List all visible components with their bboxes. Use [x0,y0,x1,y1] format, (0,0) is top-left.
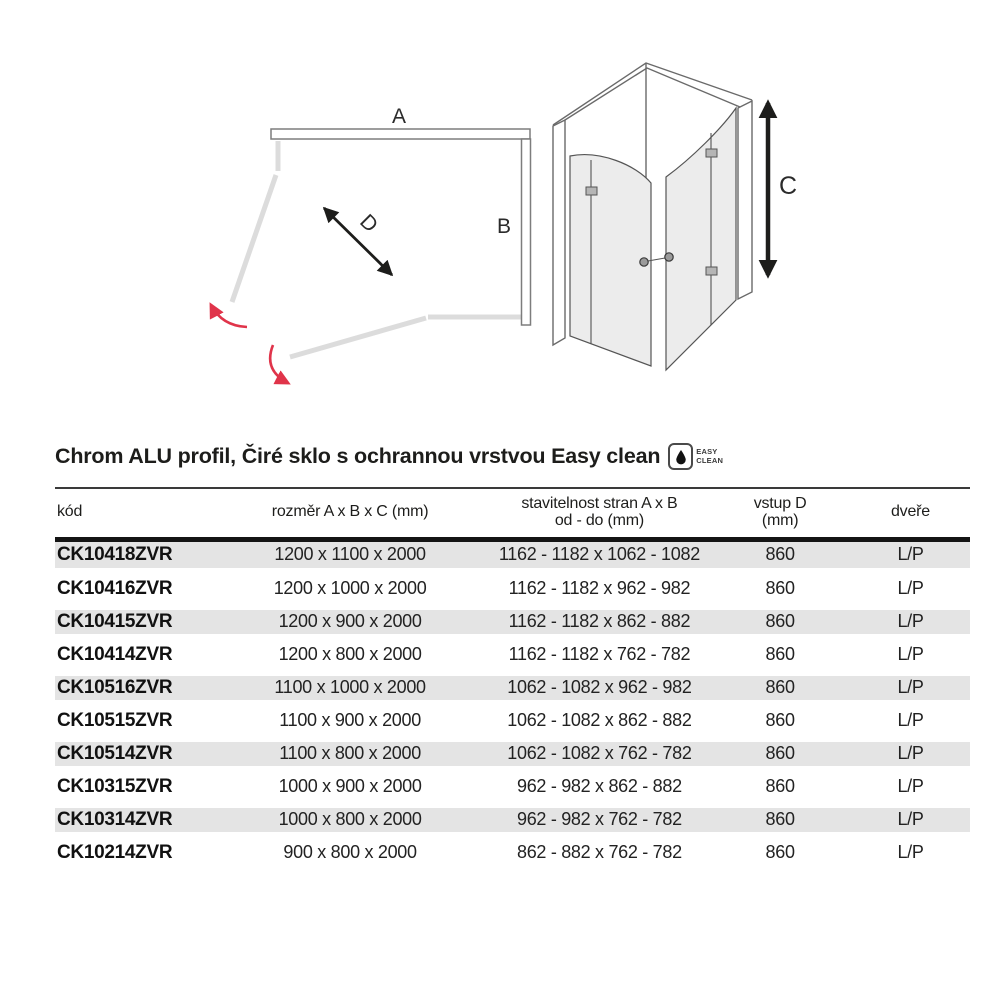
dimension-cell: 1200 x 900 x 2000 [211,605,490,638]
water-droplet-icon [668,443,693,470]
dimension-cell: 1200 x 1100 x 2000 [211,539,490,572]
dimension-cell: 1200 x 1000 x 2000 [211,572,490,605]
entry-width-cell: 860 [709,737,851,770]
table-row [55,704,970,737]
column-header-doors: dveře [851,488,970,539]
door-knob-right [665,253,673,261]
entry-width-cell: 860 [709,803,851,836]
adjustability-cell: 1062 - 1082 x 762 - 782 [490,737,710,770]
product-code-cell: CK10214ZVR [55,836,211,869]
hinge-right-door-bottom [706,267,717,275]
dimension-label-a: A [392,105,407,128]
door-knob-left [640,258,648,266]
dimension-label-d: D [355,209,383,237]
adjustability-cell: 1062 - 1082 x 962 - 982 [490,671,710,704]
entry-width-cell: 860 [709,671,851,704]
dimension-cell: 1000 x 900 x 2000 [211,770,490,803]
spec-table-body [55,539,970,869]
table-row [55,836,970,869]
table-row [55,770,970,803]
table-row [55,671,970,704]
dimension-label-b: B [497,215,512,238]
door-type-cell: L/P [851,638,970,671]
side-wall-left [553,120,565,345]
adjustability-cell: 1162 - 1182 x 762 - 782 [490,638,710,671]
column-header-entry: vstup D (mm) [709,488,851,539]
column-header-code: kód [55,488,211,539]
door-swing-arrow-bottom [270,345,288,383]
table-row [55,803,970,836]
spec-table [55,487,970,874]
hinge-right-door-top [706,149,717,157]
entry-width-cell: 860 [709,605,851,638]
door-type-cell: L/P [851,803,970,836]
plan-wall-b [522,139,531,325]
hinge-left-door [586,187,597,195]
product-code-cell: CK10514ZVR [55,737,211,770]
product-code-cell: CK10515ZVR [55,704,211,737]
glass-door-right [666,108,736,370]
adjustability-cell: 962 - 982 x 862 - 882 [490,770,710,803]
entry-width-cell: 860 [709,572,851,605]
product-code-cell: CK10416ZVR [55,572,211,605]
section-title: Chrom ALU profil, Čiré sklo s ochrannou vrstvou Easy clean [55,444,661,468]
entry-width-cell: 860 [709,539,851,572]
column-header-adjustability: stavitelnost stran A x B od - do (mm) [490,488,710,539]
table-row [55,737,970,770]
plan-open-door-bottom [290,318,426,357]
side-wall-right [738,101,752,299]
table-row [55,605,970,638]
dimension-cell: 900 x 800 x 2000 [211,836,490,869]
perspective-view [553,63,797,370]
dimension-cell: 1000 x 800 x 2000 [211,803,490,836]
door-type-cell: L/P [851,671,970,704]
table-row [55,572,970,605]
entry-width-cell: 860 [709,638,851,671]
product-code-cell: CK10315ZVR [55,770,211,803]
dimension-label-c: C [779,172,798,200]
easy-clean-badge [668,443,723,470]
section-header [55,443,970,470]
entry-width-cell: 860 [709,836,851,869]
door-type-cell: L/P [851,704,970,737]
dimension-cell: 1100 x 900 x 2000 [211,704,490,737]
product-code-cell: CK10414ZVR [55,638,211,671]
plan-open-door-left [232,175,276,302]
table-header-row [55,488,970,539]
glass-door-left [570,155,651,366]
door-type-cell: L/P [851,770,970,803]
door-type-cell: L/P [851,572,970,605]
door-type-cell: L/P [851,539,970,572]
product-code-cell: CK10314ZVR [55,803,211,836]
entry-width-cell: 860 [709,704,851,737]
adjustability-cell: 1162 - 1182 x 1062 - 1082 [490,539,710,572]
adjustability-cell: 862 - 882 x 762 - 782 [490,836,710,869]
adjustability-cell: 962 - 982 x 762 - 782 [490,803,710,836]
product-code-cell: CK10516ZVR [55,671,211,704]
door-swing-arrow-left [211,305,247,327]
door-type-cell: L/P [851,605,970,638]
table-row [55,539,970,572]
column-header-dimensions: rozměr A x B x C (mm) [211,488,490,539]
plan-wall-a [271,129,530,139]
product-code-cell: CK10418ZVR [55,539,211,572]
frame-top-outer-edge [553,63,752,125]
plan-view [211,105,531,383]
adjustability-cell: 1162 - 1182 x 862 - 882 [490,605,710,638]
entry-width-cell: 860 [709,770,851,803]
door-type-cell: L/P [851,836,970,869]
dimension-cell: 1200 x 800 x 2000 [211,638,490,671]
entry-dimension-arrow [324,208,392,275]
easy-clean-label: EASY CLEAN [696,447,724,465]
frame-top-inner-edge [565,68,740,120]
door-type-cell: L/P [851,737,970,770]
shower-enclosure-diagram [180,50,820,410]
table-row [55,638,970,671]
dimension-cell: 1100 x 1000 x 2000 [211,671,490,704]
adjustability-cell: 1062 - 1082 x 862 - 882 [490,704,710,737]
adjustability-cell: 1162 - 1182 x 962 - 982 [490,572,710,605]
spec-table-container [55,487,970,874]
product-code-cell: CK10415ZVR [55,605,211,638]
dimension-cell: 1100 x 800 x 2000 [211,737,490,770]
